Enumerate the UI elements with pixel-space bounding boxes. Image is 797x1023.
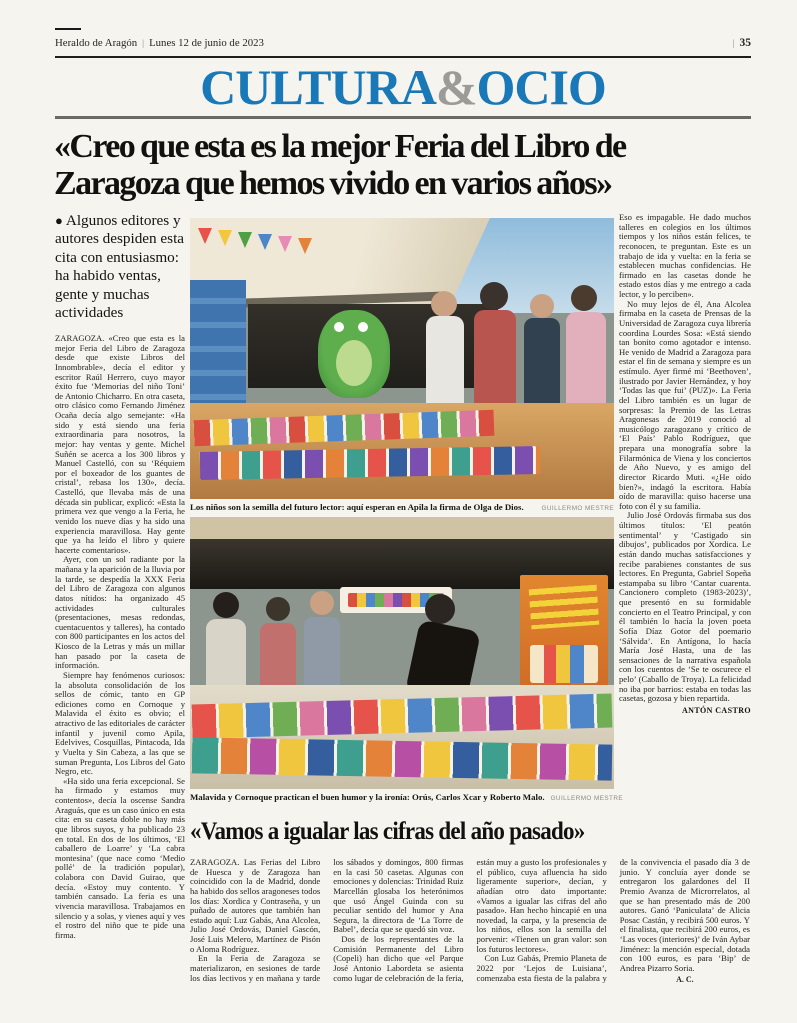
masthead-ampersand: & [435, 59, 477, 115]
photo-book-fair-children [190, 218, 614, 499]
photo-crowd [414, 266, 614, 416]
masthead-ocio: OCIO [476, 59, 606, 115]
photo1-credit: GUILLERMO MESTRE [541, 505, 614, 512]
header-right [728, 37, 751, 49]
secondary-article-columns [190, 858, 750, 1020]
header-rule [55, 56, 751, 58]
photo-stack [190, 218, 624, 802]
main-headline: «Creo que esta es la mejor Feria del Libro de Zaragoza que hemos vivido en varios años» [54, 128, 626, 202]
section-masthead [55, 59, 751, 115]
lead-text: Algunos editores y autores despiden esta cita con entusiasmo: ha habido ventas, gente y muchas actividades [55, 212, 185, 322]
photo2-poster-figures [530, 645, 598, 683]
bunting-flags [198, 224, 348, 258]
photo-malavida-signing [190, 517, 614, 789]
photo2-people [190, 579, 520, 699]
photo2-caption: Malavida y Cornoque practican el buen humor y la ironía: Orús, Carlos Xcar y Roberto Malo. [190, 792, 545, 802]
masthead-rule [55, 116, 751, 119]
main-article-right-column [619, 213, 751, 716]
photo2-comics-row [192, 737, 613, 780]
bullet-icon: ● [55, 213, 63, 228]
photo1-caption-row [190, 502, 614, 512]
body-paragraph: ZARAGOZA. «Creo que esta es la mejor Feria del Libro de Zaragoza desde que existe Libros del Innombrable», decía el editor y escritor Raúl Herrero, cuyo mayor éxito fue ‘Memorias del niño Toni’ de Antonio Chicharro. En otra caseta, otro clásico como Fernando Jiménez Ocaña decía algo semejante: «Ha sido y está siendo una feria extraordinaria para nosotros, la mejor: hay ventas y gente. Michel Suñén se acerca a los 300 libros y Manuel Castelló, con su ‘Réquiem por el boxeador de los guantes de cristal’, rebasa los 130», decía. Castelló, que llevaba más de una década sin publicar, explicó: «Esta la primera vez que vengo a la Feria, he venido los nueve días y ha sido una experiencia maravillosa. Hay gente que ya ha leído el libro y quiere hacerte comentarios». [55, 334, 185, 555]
top-crop-mark [55, 28, 81, 30]
body-paragraph: Siempre hay fenómenos curiosos: la absoluta consolidación de los sellos de cómic, tanto en GP ediciones como en Cornoque y Malavida el éxito es obvio; el atractivo de las editoriales de carácter infantil y juvenil como Apila, Edelvives, Cosquillas, Pintacoda, Ida y Vuelta y Sin Cabeza, a las que se suman Pregunta, Los Libros del Gato Negro, etc. [55, 669, 185, 777]
pageno-separator: | [732, 39, 735, 49]
body-paragraph: Julio José Ordovás firmaba sus dos últimos títulos: ‘El peatón sentimental’ y ‘Castigado sin dibujos’, publicados por Xordica. Le están dando muchas satisfacciones y recibe parabienes constantes de sus lectores. En Pregunta, Gabriel Sopeña estampaba su libro ‘Cantar cuarenta. Cancionero completo (1983-2023)’, que presentó en su formidable concierto en el Teatro Principal, y con él también lo hacía la joven poeta Sofía Díaz Gotor del poemario ‘Sálvida’. En Antígona, lo hacía María José Hasta, una de las sensaciones de la narrativa española con los cuentos de ‘Se te oscurece el pelo’ (Caballo de Troya). La felicidad no iba por barrios: estaba en todas las casetas, gozosa y bien repartida. [619, 510, 751, 704]
body-paragraph: «Ha sido una feria excepcional. Se ha firmado y estamos muy contentos», decía la oscense Sandra Araguás, que es un caso único en esta cita: en su caseta doble no hay más que libros suyos, y ha publicado 23 en total. En dos de los últimos, ‘El caballero de Loarre’ y ‘La cabra montesina’ (que nace como ‘Medio pollé’ de la tradición popular), colabora con David Guirao, que decía. «Estoy muy contento. Y también cansado. La feria es una vivencia maravillosa. Trabajamos en silencio y a solas, y vienes aquí y ves el rostro del niño que te pide una firma. [55, 775, 185, 940]
masthead-cultura: CULTURA [200, 59, 436, 115]
body-paragraph: No muy lejos de él, Ana Alcolea firmaba en la caseta de Prensas de la Universidad de Zaragoza cuya librería coordina Lourdes Sosa: «Está siendo tan bonito como agotador e intenso. He venido de Madrid a Zaragoza para estar el fin de semana y siempre es un estímulo. Ayer firmé mi ‘Beethoven’, ilustrado por Javier Hernández, y hoy ‘Todas las que fui’ (PUZ)». La Feria del Libro también es un lugar de sorpresas: la Premio de las Letras Aragonesas de 2019 conoció al musicólogo zaragozano y crítico de ‘El País’ Pablo Rodríguez, que prepara una monografía sobre la Filarmónica de Viena y los conciertos de Año Nuevo, y es amigo del director Ricardo Muti. «¿He oído bien?», indagó la escritora. Había oído de maravilla: quiso hacerse una foto con él y su familia. [619, 298, 751, 511]
header-left [55, 37, 264, 49]
body-paragraph: Con Luz Gabás, Premio Planeta de 2022 por ‘Lejos de Luisiana’, comenzaba esta fiesta de la palabra y de la convivencia el pasado día 3 de junio. Y concluía ayer donde se entregaron los galardones del II Premio Avanza de Microrrelatos, al que se han presentado más de 200 autores. Ganó ‘Paniculata’ de Alicia Posac Castán, y recibirá 500 euros. Y el finalista, que recibirá 200 euros, es ‘Las voces (interiores)’ de Iván Aybar Jiménez: la mención especial, dotada con 100 euros, es para ‘Bip’ de Andrea Pizarro Soria. [476, 857, 750, 983]
publication-name: Heraldo de Aragón [55, 37, 138, 49]
photo1-caption: Los niños son la semilla del futuro lector: aquí esperan en Apila la firma de Olga de Dios. [190, 502, 524, 512]
author-byline: ANTÓN CASTRO [681, 705, 751, 715]
photo2-caption-row [190, 792, 624, 802]
photo2-credit: GUILLERMO MESTRE [550, 795, 624, 802]
photo-books-row [200, 446, 540, 480]
edition-date: Lunes 12 de junio de 2023 [149, 37, 264, 49]
body-paragraph: ZARAGOZA. Las Ferias del Libro de Huesca y de Zaragoza han coincidido con la de Madrid, donde ha habido dos sellos aragoneses todos los días: Xordica y Contraseña, y un puñado de autores que también han estado aquí: Luz Gabás, Ana Alcolea, Julio José Ordovás, Daniel Gascón, José Luis Melero, Martínez de Pisón o Aloma Rodríguez. [190, 857, 321, 954]
page-header [55, 37, 751, 49]
body-paragraph: En la Feria de Zaragoza se materializaron, en sesiones de tarde los días lectivos y en mañana y tarde los sábados y domingos, 800 firmas en la casi 50 casetas. Algunas con emociones y dolencias: Trinidad Ruiz Marcellán glosaba los heterónimos que usó Ángel Guinda con su peculiar sentido del humor y Ana Segura, la directora de ‘La Torre de Babel’, decía que se quedó sin voz. [190, 857, 464, 983]
page-number: 35 [739, 37, 751, 49]
secondary-headline: «Vamos a igualar las cifras del año pasado» [190, 818, 585, 845]
photo2-poster-text-lines [529, 585, 600, 630]
photo-plush-eye [334, 322, 344, 332]
lead-paragraph [55, 212, 187, 322]
photo-shelf-blue [190, 280, 246, 408]
photo2-awning-light [190, 517, 614, 539]
body-paragraph: Eso es impagable. He dado muchos talleres en colegios en los últimos tiempos y los niños están felices, te reconocen, te preguntan. Este es un trabajo de ida y vuelta: en la feria se establecen muchas confidencias. He firmado en las casetas donde he estado estos días y me entrego a cada lector, y lo perciben». [619, 212, 751, 299]
header-separator: | [142, 39, 145, 49]
main-article-left-column [55, 334, 185, 982]
author-signature: A. C. [676, 974, 694, 984]
body-paragraph: Ayer, con un sol radiante por la mañana y la aparición de la lluvia por la tarde, se despedía la XXX Feria del Libro de Zaragoza con algunos datos nítidos: ha organizado 45 actividades culturales (presentaciones, mesas redondas, cuentacuentos y talleres), ha contado con 800 participantes en los actos del Kiosco de la Letras y más un millar han pasado por la caseta de información. [55, 554, 185, 671]
photo-plush-belly [336, 340, 372, 386]
body-paragraph: Dos de los representantes de la Comisión Permanente del Libro (Copeli) han dicho que «el Parque José Antonio Labordeta se asienta como lugar de celebración de la feria, están muy a gusto los profesionales y el público, cuya afluencia ha sido ligeramente superior», decían, y añadían otro dato importante: «Vamos a igualar las cifras del año pasado». Han hecho hincapié en una novedad, la carpa, y la presencia de los niños, ellos son la semilla del porvenir: «Tienen un gran valor: son los futuros lectores». [333, 857, 607, 983]
